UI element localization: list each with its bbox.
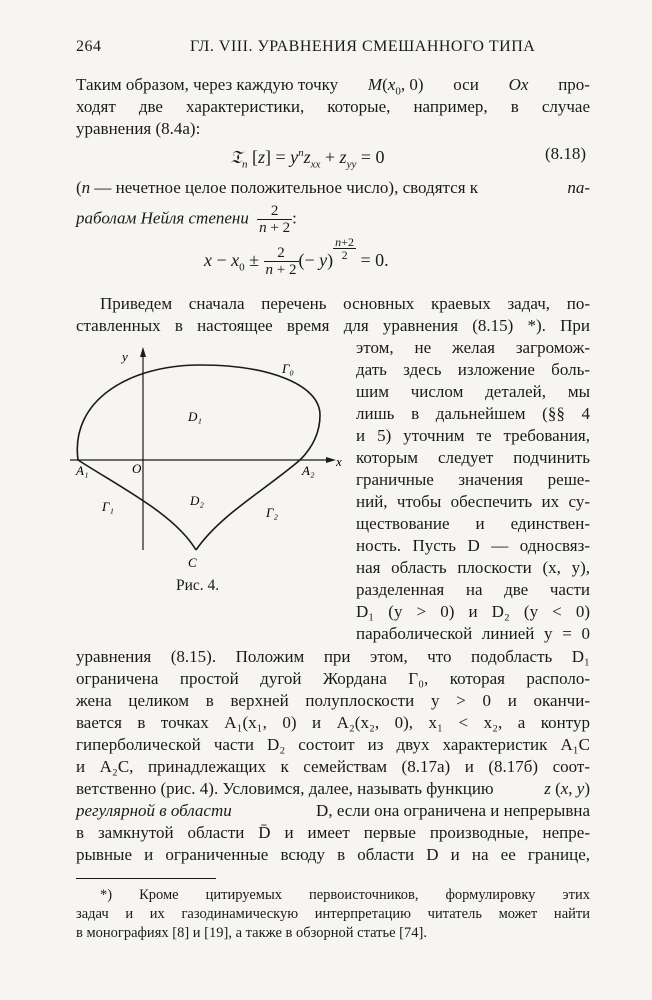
text-line: рывные и ограниченные всюду в области D и на ее границе, — [76, 845, 590, 864]
text-line: ность. Пусть D — односвяз- — [356, 536, 590, 555]
text-line: дать здесь изложение боль- — [356, 360, 590, 379]
text-line: ходят две характеристики, которые, например, в случае — [76, 97, 590, 116]
page-number: 264 — [76, 38, 102, 55]
label-origin: O — [132, 461, 142, 476]
text-line: раболам Нейля степени $\frac{2}{n + 2}$ : — [76, 203, 297, 236]
running-title: ГЛ. VIII. УРАВНЕНИЯ СМЕШАННОГО ТИПА — [190, 38, 536, 55]
text-line: уравнения (8.4а): — [76, 119, 201, 138]
text-line: параболической линией y = 0 — [356, 624, 590, 643]
text-line: лишь в дальнейшем (§§ 4 — [356, 404, 590, 423]
text-line: ная область плоскости (x, y), — [356, 558, 590, 577]
label-D1: D₁ — [188, 409, 202, 424]
footnote-line: задач и их газодинамическую интерпретацию читатель может найти — [76, 906, 590, 922]
label-x: x — [336, 454, 342, 469]
text-line: D₁ (y > 0) и D₂ (y < 0) — [356, 602, 590, 621]
text-line: Таким образом, через каждую точку $M(x_0$, 0) оси Ox про- — [76, 75, 590, 98]
text-line: жена целиком в верхней полуплоскости y > 0 и оканчи- — [76, 691, 590, 710]
text-line: разделенная на две части — [356, 580, 590, 599]
equation-8-18: 𝔗$_n$ $[z] = y^nz_{xx} + z_{yy} = 0$ — [230, 147, 385, 171]
footnote-line: *) Кроме цитируемых первоисточников, формулировку этих — [100, 887, 590, 903]
text-line: гиперболической части D₂ состоит из двух характеристик A₁C — [76, 735, 590, 754]
label-A2: A₂ — [302, 463, 315, 478]
figure-caption: Рис. 4. — [176, 577, 220, 594]
text-line: (n — нечетное целое положительное число), сводятся к па- — [76, 178, 590, 197]
x-axis-arrow — [326, 457, 336, 463]
label-A1: A₁ — [76, 463, 89, 478]
label-gamma2: Γ₂ — [266, 505, 278, 520]
label-y: y — [122, 349, 128, 364]
text-line: Приведем сначала перечень основных краевых задач, по- — [100, 294, 590, 313]
equation-number: (8.18) — [545, 144, 587, 163]
text-line: ветственно (рис. 4). Условимся, далее, называть функцию z (x, y) — [76, 779, 590, 798]
footnote-line: в монографиях [8] и [19], а также в обзорной статье [74]. — [76, 925, 427, 941]
figure-4 — [70, 345, 350, 595]
text-line: ществование и единствен- — [356, 514, 590, 533]
text-line: регулярной в области D, если она ограничена и непрерывна — [76, 801, 590, 820]
text-line: которым следует подчинить — [356, 448, 590, 467]
text-line: шим числом деталей, мы — [356, 382, 590, 401]
text-line: уравнения (8.15). Положим при этом, что подобласть D₁ — [76, 647, 590, 666]
footnote-rule — [76, 878, 216, 879]
text-line: ний, чтобы обеспечить их су- — [356, 492, 590, 511]
text-line: и 5) уточним те требования, — [356, 426, 590, 445]
text-line: граничные значения реше- — [356, 470, 590, 489]
label-gamma0: Γ₀ — [282, 361, 294, 376]
text-line: вается в точках A₁(x₁, 0) и A₂(x₂, 0), x₁ < x₂, а контур — [76, 713, 590, 732]
text-line: в замкнутой области D̄ и имеет первые производные, непре- — [76, 823, 590, 842]
y-axis-arrow — [140, 347, 146, 357]
text-line: и A₂C, принадлежащих к семействам (8.17а) и (8.17б) соот- — [76, 757, 590, 776]
text-line: ограничена простой дугой Жордана Γ₀, которая располо- — [76, 669, 590, 688]
equation-neil-parabola: $x - x_0$ ± $\frac{2}{n + 2}$ (− y) $^{\frac{n+2}{2}}$ = 0. — [204, 235, 389, 279]
text-line: этом, не желая загромож- — [356, 338, 590, 357]
label-C: C — [188, 555, 197, 570]
label-D2: D₂ — [190, 493, 204, 508]
label-gamma1: Γ₁ — [102, 499, 114, 514]
text-line: ставленных в настоящее время для уравнения (8.15) *). При — [76, 316, 590, 335]
characteristic-A2C — [196, 460, 300, 550]
